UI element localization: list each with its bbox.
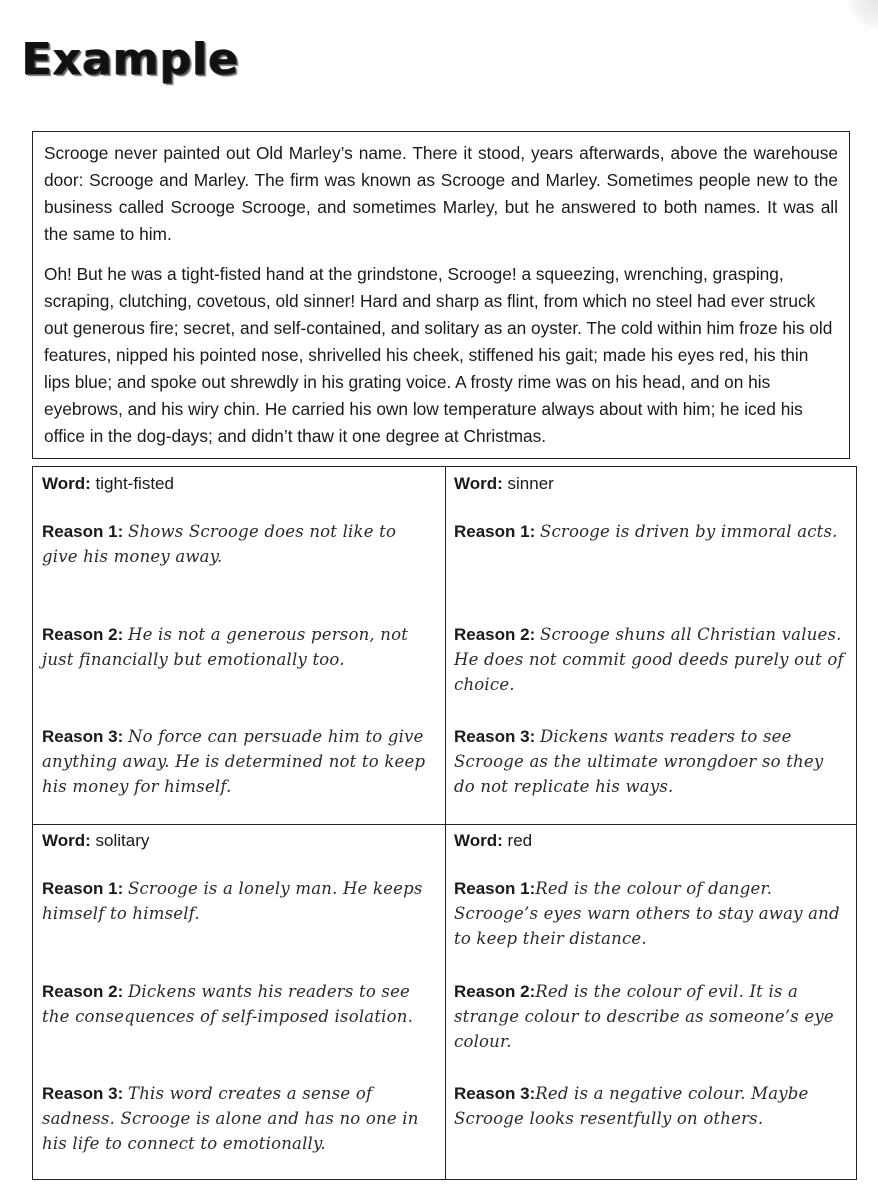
- reason-label: Reason 2:: [42, 625, 124, 644]
- reason-label: Reason 2:: [454, 982, 536, 1001]
- extract-passage: [32, 131, 850, 459]
- reason-text: This word creates a sense of sadness. Scrooge is alone and has no one in his life to connect to emotionally.: [42, 1084, 419, 1153]
- reason-3: [454, 724, 848, 799]
- reason-1: [454, 876, 848, 951]
- reason-label: Reason 3:: [454, 1084, 536, 1103]
- reason-text: No force can persuade him to give anything away. He is determined not to keep his money for himself.: [42, 727, 426, 796]
- word-line: [454, 830, 846, 852]
- word-cell: [33, 467, 445, 824]
- reason-3: [42, 1081, 437, 1156]
- word-cell: [33, 824, 445, 1179]
- reason-2: [42, 979, 437, 1029]
- word-cell: [445, 824, 856, 1179]
- word-line: [42, 473, 435, 495]
- reason-text: Dickens wants his readers to see the consequences of self-imposed isolation.: [42, 982, 414, 1026]
- passage-paragraph-2: Oh! But he was a tight-fisted hand at the grindstone, Scrooge! a squeezing, wrenching, grasping, scraping, clutching, covetous, old sinner! Hard and sharp as flint, from which no steel had ever struck out generous fire; secret, and self-contained, and solitary as an oyster. The cold within him froze his old features, nipped his pointed nose, shrivelled his cheek, stiffened his gait; made his eyes red, his thin lips blue; and spoke out shrewdly in his grating voice. A frosty rime was on his head, and on his eyebrows, and his wiry chin. He carried his own low temperature always about with him; he iced his office in the dog-days; and didn’t thaw it one degree at Christmas.: [44, 264, 833, 446]
- word-label: Word:: [454, 474, 503, 493]
- word-line: [454, 473, 846, 495]
- reason-label: Reason 3:: [42, 1084, 124, 1103]
- word-value: sinner: [507, 474, 554, 493]
- word-label: Word:: [42, 831, 91, 850]
- reason-text: Scrooge is driven by immoral acts.: [539, 522, 838, 541]
- reason-text: Red is the colour of evil. It is a strange colour to describe as someone’s eye colour.: [454, 982, 834, 1051]
- word-analysis-grid: [32, 466, 857, 1180]
- page-corner-shadow: [848, 0, 878, 30]
- reason-label: Reason 1:: [454, 522, 536, 541]
- reason-text: Scrooge is a lonely man. He keeps himself to himself.: [42, 879, 423, 923]
- reason-1: [42, 876, 437, 926]
- reason-3: [454, 1081, 848, 1131]
- page-title: Example: [22, 34, 240, 85]
- reason-text: Red is the colour of danger. Scrooge’s eyes warn others to stay away and to keep their distance.: [454, 879, 840, 948]
- word-label: Word:: [454, 831, 503, 850]
- reason-label: Reason 2:: [42, 982, 124, 1001]
- reason-label: Reason 1:: [454, 879, 536, 898]
- word-value: solitary: [95, 831, 150, 850]
- word-value: red: [507, 831, 533, 850]
- word-value: tight-fisted: [95, 474, 174, 493]
- reason-label: Reason 1:: [42, 879, 124, 898]
- reason-label: Reason 2:: [454, 625, 536, 644]
- reason-label: Reason 1:: [42, 522, 124, 541]
- word-label: Word:: [42, 474, 91, 493]
- reason-text: Scrooge shuns all Christian values. He does not commit good deeds purely out of choice.: [454, 625, 844, 694]
- word-cell: [445, 467, 856, 824]
- reason-2: [454, 979, 848, 1054]
- reason-label: Reason 3:: [454, 727, 536, 746]
- reason-1: [454, 519, 848, 544]
- reason-text: Shows Scrooge does not like to give his money away.: [42, 522, 397, 566]
- reason-2: [42, 622, 437, 672]
- reason-label: Reason 3:: [42, 727, 124, 746]
- passage-paragraph-1: Scrooge never painted out Old Marley’s name. There it stood, years afterwards, above the warehouse door: Scrooge and Marley. The firm was known as Scrooge and Marley. Sometimes people new to the business called Scrooge Scrooge, and sometimes Marley, but he answered to both names. It was all the same to him.: [44, 143, 838, 244]
- word-line: [42, 830, 435, 852]
- reason-text: Dickens wants readers to see Scrooge as the ultimate wrongdoer so they do not replicate his ways.: [454, 727, 824, 796]
- reason-1: [42, 519, 437, 569]
- reason-3: [42, 724, 437, 799]
- reason-text: Red is a negative colour. Maybe Scrooge looks resentfully on others.: [454, 1084, 809, 1128]
- reason-2: [454, 622, 848, 697]
- reason-text: He is not a generous person, not just financially but emotionally too.: [42, 625, 409, 669]
